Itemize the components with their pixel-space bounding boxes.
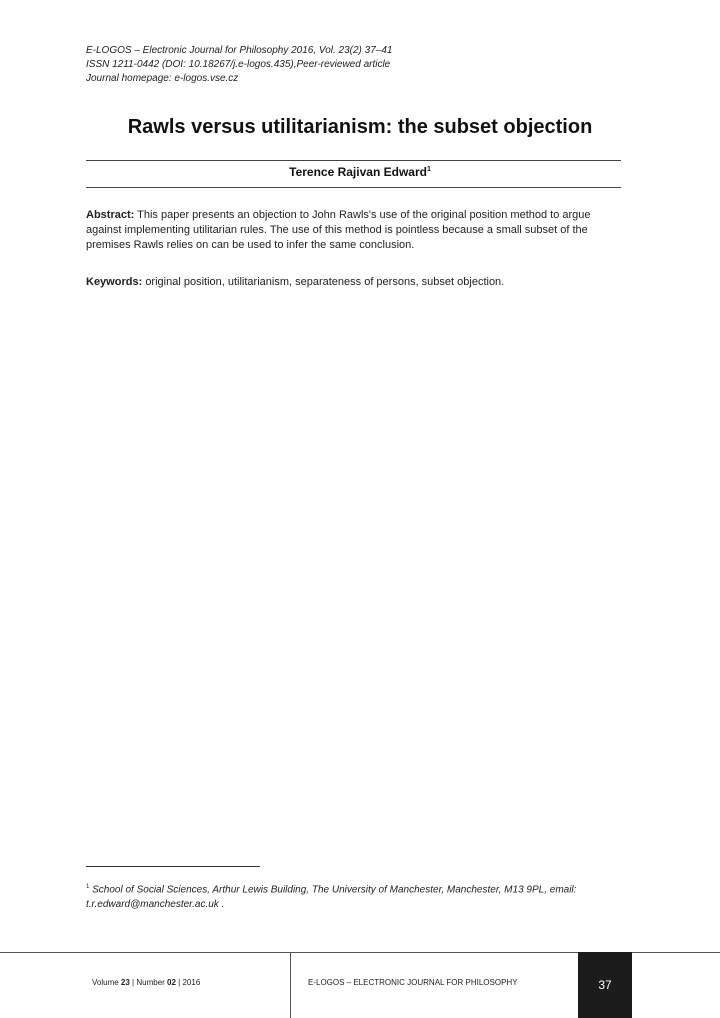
footnote [86,880,646,912]
volume-number: 23 [120,978,130,987]
author-footnote-marker: 1 [426,166,431,173]
author-line [0,165,720,179]
footnote-rule [86,866,260,867]
footnote-marker: 1 [86,884,90,890]
header-citation: E-LOGOS – Electronic Journal for Philosophy 2016, Vol. 23(2) 37–41 [86,45,393,56]
author-top-rule [86,160,621,161]
author-bottom-rule [86,187,621,188]
keywords [86,275,621,290]
journal-header [86,44,392,86]
footer-divider [290,952,291,1018]
footnote-text: School of Social Sciences, Arthur Lewis Building, The University of Manchester, Manchester, M13 9PL, email: t.r.edward@manchester.ac.uk . [86,884,577,911]
number-label: Number [136,978,165,987]
header-homepage: Journal homepage: e-logos.vse.cz [86,73,239,84]
paper-title: Rawls versus utilitarianism: the subset objection [127,116,593,138]
keywords-label: Keywords: [86,276,143,288]
footer-journal-name: E-LOGOS – ELECTRONIC JOURNAL FOR PHILOSOPHY [308,978,518,987]
volume-label: Volume [92,978,119,987]
page-number: 37 [578,952,632,1018]
issue-number: 02 [167,978,176,987]
header-issn-doi: ISSN 1211-0442 (DOI: 10.18267/j.e-logos.435),Peer-reviewed article [86,59,391,70]
footer-issue-info: Volume 23 | Number 02 | 2016 [92,978,201,987]
author-name: Terence Rajivan Edward [289,165,427,179]
keywords-text: original position, utilitarianism, separateness of persons, subset objection. [145,276,505,288]
abstract [86,208,621,253]
abstract-text: This paper presents an objection to John Rawls's use of the original position method to argue against implementing utilitarian rules. The use of this method is pointless because a small subset of the premises Rawls relies on can be used to infer the same conclusion. [86,209,591,251]
issue-year: 2016 [182,978,201,987]
abstract-label: Abstract: [86,209,135,221]
